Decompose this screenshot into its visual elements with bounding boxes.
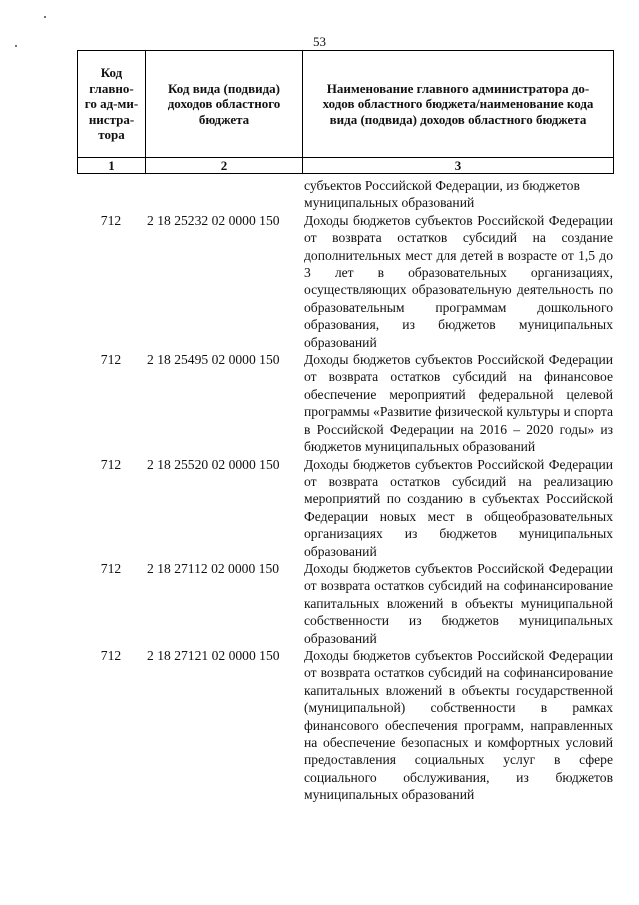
cell-admin — [77, 177, 145, 212]
cell-code: 2 18 25232 02 0000 150 — [147, 212, 280, 228]
cell-admin: 712 — [100, 560, 122, 576]
table-row — [77, 212, 613, 351]
table-row — [77, 456, 613, 560]
cell-name: субъектов Российской Федерации, из бюджетов муниципальных образований — [304, 178, 580, 211]
cell-name: Доходы бюджетов субъектов Российской Федерации от возврата остатков субсидий на софинансирование капитальных вложений в объекты государственной (муниципальной) собственности в рамках финансового обеспечения программ, направленных на обеспечение безопасных и комфортных условий предоставления социальных услуг в сфере социального обслуживания, из бюджетов муниципальных образований — [304, 647, 613, 803]
scan-speck — [44, 16, 46, 18]
cell-code — [145, 177, 302, 212]
cell-admin: 712 — [100, 647, 122, 663]
cell-name: Доходы бюджетов субъектов Российской Федерации от возврата остатков субсидий на создание дополнительных мест для детей в возрасте от 1,5 до 3 лет в образовательных организациях, осуществляющих образовательную деятельность по образовательным программам дошкольного образования, из бюджетов муниципальных образований — [304, 212, 613, 350]
table-body — [77, 177, 613, 804]
header-name — [303, 51, 614, 158]
cell-name: Доходы бюджетов субъектов Российской Федерации от возврата остатков субсидий на софинансирование капитальных вложений в объекты муниципальной собственности из бюджетов муниципальных образований — [304, 560, 613, 646]
header-admin-code-text: Код главно-го ад-ми-нистра-тора — [84, 65, 139, 143]
cell-admin: 712 — [100, 212, 122, 228]
table-row — [77, 351, 613, 455]
cell-admin: 712 — [100, 456, 122, 472]
table-row — [77, 560, 613, 647]
table-row-continuation — [77, 177, 613, 212]
table-row — [77, 647, 613, 804]
cell-admin: 712 — [100, 352, 122, 368]
table-header — [77, 50, 614, 174]
header-col-number-2: 2 — [146, 158, 303, 174]
header-name-text: Наименование главного администратора до-ходов областного бюджета/наименование кода вида (подвида) доходов областного бюджета — [322, 80, 594, 127]
cell-code: 2 18 25520 02 0000 150 — [147, 456, 280, 472]
cell-name: Доходы бюджетов субъектов Российской Федерации от возврата остатков субсидий на финансовое обеспечение мероприятий федеральной целевой программы «Развитие физической культуры и спорта в Российской Федерации на 2016 – 2020 годы» из бюджетов муниципальных образований — [304, 352, 613, 455]
header-revenue-code-text: Код вида (подвида) доходов областного бюджета — [167, 80, 281, 127]
header-col-number-3: 3 — [303, 158, 614, 174]
cell-code: 2 18 25495 02 0000 150 — [147, 352, 280, 368]
header-admin-code — [78, 51, 146, 158]
cell-name: Доходы бюджетов субъектов Российской Федерации от возврата остатков субсидий на реализацию мероприятий по созданию в субъектах Российской Федерации новых мест в общеобразовательных организациях из бюджетов муниципальных образований — [304, 456, 613, 559]
header-col-number-1: 1 — [78, 158, 146, 174]
cell-code: 2 18 27121 02 0000 150 — [147, 647, 280, 663]
header-revenue-code — [146, 51, 303, 158]
cell-code: 2 18 27112 02 0000 150 — [147, 560, 280, 576]
page-number: 53 — [313, 34, 326, 49]
